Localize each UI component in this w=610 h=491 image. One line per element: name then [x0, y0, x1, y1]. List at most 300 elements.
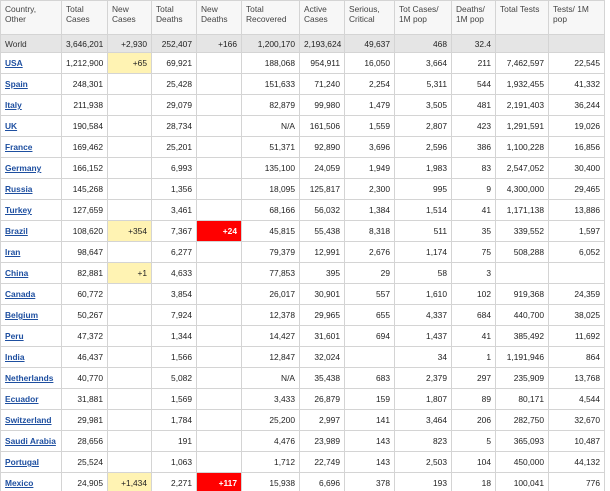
table-row [1, 389, 605, 410]
total-tests-cell: 2,191,403 [496, 95, 549, 116]
active-cases-cell: 30,901 [300, 284, 345, 305]
table-row [1, 305, 605, 326]
deaths-1m-cell: 83 [452, 158, 496, 179]
header-total-tests[interactable]: Total Tests [496, 1, 549, 35]
header-new-cases[interactable]: New Cases [108, 1, 152, 35]
total-recovered-cell: 51,371 [242, 137, 300, 158]
table-row [1, 242, 605, 263]
header-deaths-1m[interactable]: Deaths/ 1M pop [452, 1, 496, 35]
total-deaths-cell: 6,277 [152, 242, 197, 263]
total-tests-cell: 339,552 [496, 221, 549, 242]
table-row [1, 284, 605, 305]
tot-cases-1m-cell: 5,311 [395, 74, 452, 95]
country-link[interactable]: Germany [5, 163, 42, 173]
serious-cell: 3,696 [345, 137, 395, 158]
tests-1m-cell: 22,545 [549, 53, 605, 74]
total-cases-cell: 29,981 [62, 410, 108, 431]
deaths-1m-cell: 9 [452, 179, 496, 200]
new-deaths-cell [197, 74, 242, 95]
header-country[interactable]: Country, Other [1, 1, 62, 35]
country-cell [1, 74, 62, 95]
total-recovered-cell: N/A [242, 368, 300, 389]
deaths-1m-cell: 102 [452, 284, 496, 305]
total-cases-cell: 127,659 [62, 200, 108, 221]
active-cases-cell: 92,890 [300, 137, 345, 158]
total-recovered-cell: 68,166 [242, 200, 300, 221]
total-recovered-cell: 25,200 [242, 410, 300, 431]
new-cases-cell: +1 [108, 263, 152, 284]
total-tests-cell: 1,191,946 [496, 347, 549, 368]
tests-1m-cell: 32,670 [549, 410, 605, 431]
total-deaths-cell: 25,428 [152, 74, 197, 95]
new-cases-cell [108, 326, 152, 347]
new-cases-cell [108, 242, 152, 263]
new-cases-cell [108, 389, 152, 410]
new-deaths-cell [197, 242, 242, 263]
tot-cases-1m-cell: 2,503 [395, 452, 452, 473]
country-cell [1, 326, 62, 347]
total-cases-cell: 211,938 [62, 95, 108, 116]
tests-1m-cell: 24,359 [549, 284, 605, 305]
total-tests-cell: 235,909 [496, 368, 549, 389]
total-tests-cell: 1,100,228 [496, 137, 549, 158]
total-recovered-cell: 12,847 [242, 347, 300, 368]
tot-cases-1m-cell: 2,379 [395, 368, 452, 389]
world-total-recovered: 1,200,170 [242, 35, 300, 53]
deaths-1m-cell: 211 [452, 53, 496, 74]
deaths-1m-cell: 75 [452, 242, 496, 263]
world-tot-cases-1m: 468 [395, 35, 452, 53]
total-cases-cell: 47,372 [62, 326, 108, 347]
country-cell [1, 53, 62, 74]
active-cases-cell: 23,989 [300, 431, 345, 452]
active-cases-cell: 32,024 [300, 347, 345, 368]
total-tests-cell: 80,171 [496, 389, 549, 410]
serious-cell: 1,479 [345, 95, 395, 116]
header-total-deaths[interactable]: Total Deaths [152, 1, 197, 35]
country-link[interactable]: Mexico [5, 478, 34, 488]
serious-cell: 143 [345, 452, 395, 473]
deaths-1m-cell: 206 [452, 410, 496, 431]
total-cases-cell: 169,462 [62, 137, 108, 158]
new-cases-cell [108, 74, 152, 95]
tot-cases-1m-cell: 2,807 [395, 116, 452, 137]
deaths-1m-cell: 423 [452, 116, 496, 137]
country-cell [1, 158, 62, 179]
country-cell [1, 116, 62, 137]
table-row [1, 473, 605, 491]
tot-cases-1m-cell: 4,337 [395, 305, 452, 326]
header-tot-cases-1m[interactable]: Tot Cases/ 1M pop [395, 1, 452, 35]
total-cases-cell: 50,267 [62, 305, 108, 326]
total-cases-cell: 145,268 [62, 179, 108, 200]
total-cases-cell: 190,584 [62, 116, 108, 137]
table-row [1, 431, 605, 452]
country-cell [1, 242, 62, 263]
serious-cell: 683 [345, 368, 395, 389]
tests-1m-cell: 41,332 [549, 74, 605, 95]
total-cases-cell: 31,881 [62, 389, 108, 410]
country-cell [1, 410, 62, 431]
new-deaths-cell [197, 179, 242, 200]
serious-cell: 557 [345, 284, 395, 305]
total-deaths-cell: 6,993 [152, 158, 197, 179]
serious-cell: 694 [345, 326, 395, 347]
world-total-row [1, 35, 605, 53]
total-tests-cell: 1,932,455 [496, 74, 549, 95]
new-deaths-cell: +117 [197, 473, 242, 491]
header-total-cases[interactable]: Total Cases [62, 1, 108, 35]
deaths-1m-cell: 544 [452, 74, 496, 95]
total-tests-cell: 508,288 [496, 242, 549, 263]
deaths-1m-cell: 684 [452, 305, 496, 326]
deaths-1m-cell: 41 [452, 200, 496, 221]
tot-cases-1m-cell: 1,174 [395, 242, 452, 263]
new-cases-cell [108, 116, 152, 137]
new-deaths-cell [197, 116, 242, 137]
total-deaths-cell: 5,082 [152, 368, 197, 389]
total-recovered-cell: 26,017 [242, 284, 300, 305]
country-cell [1, 200, 62, 221]
deaths-1m-cell: 386 [452, 137, 496, 158]
active-cases-cell: 12,991 [300, 242, 345, 263]
total-deaths-cell: 69,921 [152, 53, 197, 74]
deaths-1m-cell: 3 [452, 263, 496, 284]
deaths-1m-cell: 5 [452, 431, 496, 452]
world-serious: 49,637 [345, 35, 395, 53]
total-deaths-cell: 4,633 [152, 263, 197, 284]
serious-cell: 2,676 [345, 242, 395, 263]
active-cases-cell: 71,240 [300, 74, 345, 95]
country-link[interactable]: France [5, 142, 33, 152]
world-tests-1m [549, 35, 605, 53]
tot-cases-1m-cell: 511 [395, 221, 452, 242]
table-row [1, 452, 605, 473]
new-deaths-cell [197, 347, 242, 368]
table-row [1, 116, 605, 137]
tot-cases-1m-cell: 3,505 [395, 95, 452, 116]
country-link[interactable]: Turkey [5, 205, 32, 215]
total-cases-cell: 60,772 [62, 284, 108, 305]
new-deaths-cell [197, 53, 242, 74]
total-cases-cell: 248,301 [62, 74, 108, 95]
total-cases-cell: 98,647 [62, 242, 108, 263]
serious-cell: 655 [345, 305, 395, 326]
tot-cases-1m-cell: 1,610 [395, 284, 452, 305]
total-deaths-cell: 2,271 [152, 473, 197, 491]
world-deaths-1m: 32.4 [452, 35, 496, 53]
country-cell [1, 221, 62, 242]
total-cases-cell: 166,152 [62, 158, 108, 179]
country-link[interactable]: Italy [5, 100, 22, 110]
new-cases-cell [108, 347, 152, 368]
tests-1m-cell: 36,244 [549, 95, 605, 116]
total-deaths-cell: 29,079 [152, 95, 197, 116]
country-link[interactable]: Portugal [5, 457, 39, 467]
serious-cell: 8,318 [345, 221, 395, 242]
serious-cell: 1,384 [345, 200, 395, 221]
deaths-1m-cell: 104 [452, 452, 496, 473]
serious-cell: 143 [345, 431, 395, 452]
country-cell [1, 179, 62, 200]
total-recovered-cell: 18,095 [242, 179, 300, 200]
new-deaths-cell [197, 284, 242, 305]
deaths-1m-cell: 481 [452, 95, 496, 116]
new-cases-cell [108, 95, 152, 116]
new-deaths-cell [197, 431, 242, 452]
total-deaths-cell: 1,566 [152, 347, 197, 368]
country-cell [1, 95, 62, 116]
country-link[interactable]: Iran [5, 247, 21, 257]
tot-cases-1m-cell: 34 [395, 347, 452, 368]
total-recovered-cell: 3,433 [242, 389, 300, 410]
deaths-1m-cell: 89 [452, 389, 496, 410]
total-recovered-cell: 82,879 [242, 95, 300, 116]
active-cases-cell: 31,601 [300, 326, 345, 347]
table-row [1, 221, 605, 242]
country-link[interactable]: Spain [5, 79, 28, 89]
serious-cell: 1,949 [345, 158, 395, 179]
new-deaths-cell [197, 389, 242, 410]
active-cases-cell: 395 [300, 263, 345, 284]
active-cases-cell: 99,980 [300, 95, 345, 116]
active-cases-cell: 6,696 [300, 473, 345, 491]
tot-cases-1m-cell: 58 [395, 263, 452, 284]
new-cases-cell [108, 431, 152, 452]
total-tests-cell: 385,492 [496, 326, 549, 347]
tests-1m-cell: 4,544 [549, 389, 605, 410]
total-tests-cell: 2,547,052 [496, 158, 549, 179]
table-row [1, 410, 605, 431]
deaths-1m-cell: 1 [452, 347, 496, 368]
tot-cases-1m-cell: 1,807 [395, 389, 452, 410]
deaths-1m-cell: 35 [452, 221, 496, 242]
new-deaths-cell [197, 305, 242, 326]
serious-cell: 141 [345, 410, 395, 431]
new-cases-cell [108, 284, 152, 305]
country-cell [1, 284, 62, 305]
country-link[interactable]: Ecuador [5, 394, 39, 404]
total-deaths-cell: 28,734 [152, 116, 197, 137]
header-active-cases[interactable]: Active Cases [300, 1, 345, 35]
total-tests-cell: 365,093 [496, 431, 549, 452]
tests-1m-cell: 19,026 [549, 116, 605, 137]
country-link[interactable]: Saudi Arabia [5, 436, 56, 446]
country-link[interactable]: China [5, 268, 29, 278]
table-row [1, 158, 605, 179]
total-deaths-cell: 191 [152, 431, 197, 452]
table-row [1, 368, 605, 389]
new-deaths-cell: +24 [197, 221, 242, 242]
serious-cell: 1,559 [345, 116, 395, 137]
world-label: World [1, 35, 62, 53]
tests-1m-cell [549, 263, 605, 284]
tot-cases-1m-cell: 193 [395, 473, 452, 491]
total-recovered-cell: 14,427 [242, 326, 300, 347]
new-cases-cell [108, 158, 152, 179]
world-new-deaths: +166 [197, 35, 242, 53]
tot-cases-1m-cell: 1,514 [395, 200, 452, 221]
active-cases-cell: 35,438 [300, 368, 345, 389]
total-recovered-cell: N/A [242, 116, 300, 137]
total-recovered-cell: 188,068 [242, 53, 300, 74]
new-deaths-cell [197, 95, 242, 116]
country-link[interactable]: Netherlands [5, 373, 54, 383]
country-cell [1, 452, 62, 473]
new-deaths-cell [197, 452, 242, 473]
tot-cases-1m-cell: 1,437 [395, 326, 452, 347]
table-row [1, 53, 605, 74]
country-cell [1, 263, 62, 284]
table-row [1, 95, 605, 116]
active-cases-cell: 954,911 [300, 53, 345, 74]
country-cell [1, 347, 62, 368]
world-total-cases: 3,646,201 [62, 35, 108, 53]
deaths-1m-cell: 297 [452, 368, 496, 389]
total-tests-cell: 4,300,000 [496, 179, 549, 200]
country-cell [1, 368, 62, 389]
total-cases-cell: 82,881 [62, 263, 108, 284]
header-total-recovered[interactable]: Total Recovered [242, 1, 300, 35]
deaths-1m-cell: 41 [452, 326, 496, 347]
tests-1m-cell: 864 [549, 347, 605, 368]
table-row [1, 137, 605, 158]
active-cases-cell: 125,817 [300, 179, 345, 200]
header-serious-critical[interactable]: Serious, Critical [345, 1, 395, 35]
deaths-1m-cell: 18 [452, 473, 496, 491]
serious-cell [345, 347, 395, 368]
tot-cases-1m-cell: 2,596 [395, 137, 452, 158]
total-deaths-cell: 3,854 [152, 284, 197, 305]
total-cases-cell: 25,524 [62, 452, 108, 473]
country-link[interactable]: USA [5, 58, 23, 68]
country-link[interactable]: Switzerland [5, 415, 52, 425]
tests-1m-cell: 776 [549, 473, 605, 491]
header-tests-1m[interactable]: Tests/ 1M pop [549, 1, 605, 35]
table-row [1, 200, 605, 221]
tests-1m-cell: 29,465 [549, 179, 605, 200]
active-cases-cell: 26,879 [300, 389, 345, 410]
total-tests-cell: 450,000 [496, 452, 549, 473]
new-cases-cell [108, 368, 152, 389]
active-cases-cell: 29,965 [300, 305, 345, 326]
serious-cell: 378 [345, 473, 395, 491]
total-cases-cell: 40,770 [62, 368, 108, 389]
tests-1m-cell: 13,886 [549, 200, 605, 221]
tests-1m-cell: 1,597 [549, 221, 605, 242]
serious-cell: 159 [345, 389, 395, 410]
serious-cell: 29 [345, 263, 395, 284]
table-row [1, 326, 605, 347]
country-link[interactable]: India [5, 352, 25, 362]
tot-cases-1m-cell: 995 [395, 179, 452, 200]
new-cases-cell [108, 179, 152, 200]
country-cell [1, 431, 62, 452]
total-deaths-cell: 7,367 [152, 221, 197, 242]
total-tests-cell: 100,041 [496, 473, 549, 491]
world-new-cases: +2,930 [108, 35, 152, 53]
new-cases-cell [108, 137, 152, 158]
total-recovered-cell: 15,938 [242, 473, 300, 491]
table-row [1, 179, 605, 200]
new-deaths-cell [197, 263, 242, 284]
total-deaths-cell: 7,924 [152, 305, 197, 326]
serious-cell: 2,254 [345, 74, 395, 95]
total-recovered-cell: 1,712 [242, 452, 300, 473]
table-header-row [1, 1, 605, 35]
total-tests-cell: 282,750 [496, 410, 549, 431]
tot-cases-1m-cell: 823 [395, 431, 452, 452]
total-deaths-cell: 1,344 [152, 326, 197, 347]
total-cases-cell: 46,437 [62, 347, 108, 368]
total-recovered-cell: 135,100 [242, 158, 300, 179]
total-cases-cell: 108,620 [62, 221, 108, 242]
total-recovered-cell: 79,379 [242, 242, 300, 263]
country-cell [1, 137, 62, 158]
world-active-cases: 2,193,624 [300, 35, 345, 53]
new-deaths-cell [197, 200, 242, 221]
total-deaths-cell: 1,569 [152, 389, 197, 410]
total-cases-cell: 24,905 [62, 473, 108, 491]
active-cases-cell: 2,997 [300, 410, 345, 431]
active-cases-cell: 24,059 [300, 158, 345, 179]
new-cases-cell [108, 305, 152, 326]
total-deaths-cell: 1,784 [152, 410, 197, 431]
new-cases-cell [108, 452, 152, 473]
tot-cases-1m-cell: 3,464 [395, 410, 452, 431]
country-link[interactable]: Canada [5, 289, 36, 299]
serious-cell: 16,050 [345, 53, 395, 74]
total-cases-cell: 1,212,900 [62, 53, 108, 74]
total-tests-cell: 7,462,597 [496, 53, 549, 74]
active-cases-cell: 56,032 [300, 200, 345, 221]
new-deaths-cell [197, 410, 242, 431]
new-deaths-cell [197, 326, 242, 347]
country-link[interactable]: Peru [5, 331, 24, 341]
tests-1m-cell: 13,768 [549, 368, 605, 389]
active-cases-cell: 22,749 [300, 452, 345, 473]
total-deaths-cell: 1,356 [152, 179, 197, 200]
new-deaths-cell [197, 368, 242, 389]
country-link[interactable]: UK [5, 121, 18, 131]
total-cases-cell: 28,656 [62, 431, 108, 452]
table-row [1, 74, 605, 95]
table-row [1, 263, 605, 284]
tot-cases-1m-cell: 3,664 [395, 53, 452, 74]
total-recovered-cell: 151,633 [242, 74, 300, 95]
new-deaths-cell [197, 137, 242, 158]
total-deaths-cell: 25,201 [152, 137, 197, 158]
country-cell [1, 389, 62, 410]
country-link[interactable]: Russia [5, 184, 33, 194]
total-tests-cell: 1,171,138 [496, 200, 549, 221]
new-cases-cell [108, 200, 152, 221]
active-cases-cell: 161,506 [300, 116, 345, 137]
total-recovered-cell: 4,476 [242, 431, 300, 452]
tests-1m-cell: 44,132 [549, 452, 605, 473]
tests-1m-cell: 16,856 [549, 137, 605, 158]
tests-1m-cell: 11,692 [549, 326, 605, 347]
country-link[interactable]: Belgium [5, 310, 39, 320]
country-link[interactable]: Brazil [5, 226, 28, 236]
world-total-deaths: 252,407 [152, 35, 197, 53]
new-cases-cell: +354 [108, 221, 152, 242]
total-deaths-cell: 1,063 [152, 452, 197, 473]
world-total-tests [496, 35, 549, 53]
header-new-deaths[interactable]: New Deaths [197, 1, 242, 35]
total-tests-cell [496, 263, 549, 284]
tests-1m-cell: 38,025 [549, 305, 605, 326]
